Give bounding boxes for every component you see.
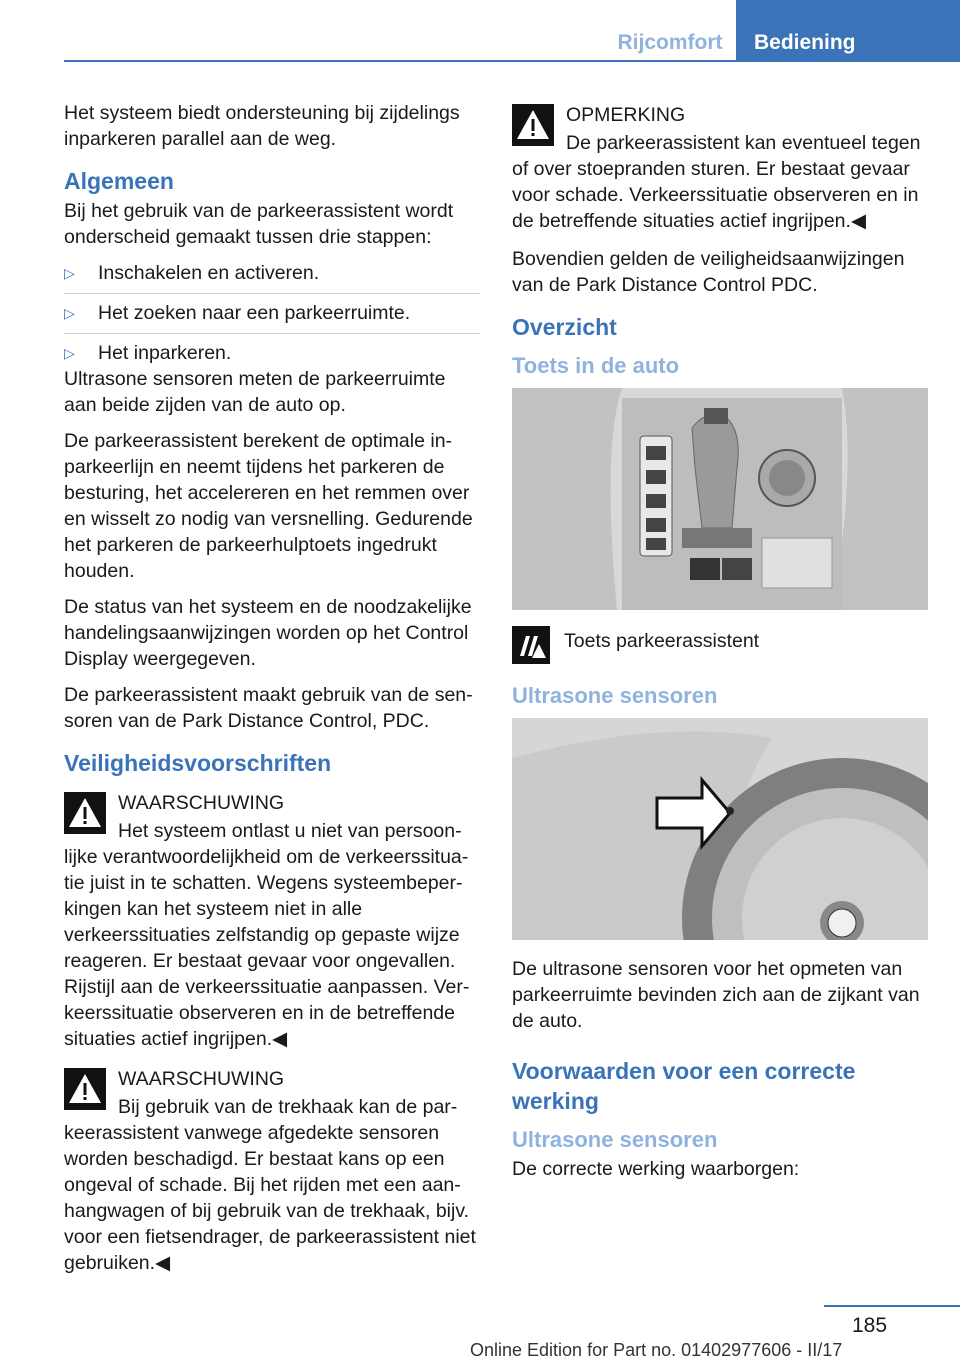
note-block (512, 100, 928, 234)
paragraph-pdc: De parkeerassistent maakt gebruik van de sen-soren van de Park Distance Control, PDC. (64, 684, 473, 732)
heading-sensors-2: Ultrasone sensoren (512, 1127, 718, 1152)
warning-triangle-icon (64, 792, 106, 834)
paragraph-status: De status van het systeem en de noodzakelijke handelingsaanwijzingen worden op het Control Display weergegeven. (64, 596, 472, 670)
page-header (0, 0, 960, 62)
chapter-tab: Bediening (736, 0, 960, 62)
paragraph-pdc-safety: Bovendien gelden de veiligheidsaanwijzingen van de Park Distance Control PDC. (512, 248, 905, 296)
warning-title: WAARSCHUWING (118, 792, 285, 814)
triangle-bullet-icon: ▷ (64, 305, 75, 321)
wheel-sensor-illustration (512, 718, 928, 940)
section-tab: Rijcomfort (617, 31, 723, 54)
paragraph-calc: De parkeerassistent berekent de optimale in-parkeerlijn en neemt tijdens het parkeren de besturing, het accelereren en het remmen over en wisselt zo nodig van versnelling. Gedurende het parkeren de parkeerhulptoets ingedrukt houden. (64, 430, 473, 582)
left-column (64, 100, 480, 1288)
warning-triangle-icon (512, 104, 554, 146)
warning-body: Bij gebruik van de trekhaak kan de par-keerassistent vanwege afgedekte sensoren worden beschadigd. Er bestaat kans op een ongeval of schade. Bij het rijden met een aan-hangwagen of bij gebruik van de trekhaak, bijv. voor een fietsendrager, de parkeerassistent niet gebruiken.◀ (64, 1096, 476, 1274)
triangle-bullet-icon: ▷ (64, 345, 75, 361)
warning-triangle-icon (64, 1068, 106, 1110)
warning-block-1 (64, 788, 480, 1052)
list-item: ▷ Het zoeken naar een parkeerruimte. (64, 300, 480, 334)
paragraph-sensors: Ultrasone sensoren meten de parkeerruimte aan beide zijden van de auto op. (64, 368, 446, 416)
intro-paragraph: Het systeem biedt ondersteuning bij zijdelings inparkeren parallel aan de weg. (64, 102, 460, 150)
list-item: ▷ Inschakelen en activeren. (64, 260, 480, 294)
list-item: ▷ Het inparkeren. (64, 342, 232, 364)
heading-overzicht: Overzicht (512, 314, 617, 340)
note-body: De parkeerassistent kan eventueel tegen of over stoepranden sturen. Er bestaat gevaar voor schade. Verkeerssituatie observeren en in de betreffende situaties actief ingrijpen.◀ (512, 132, 921, 232)
triangle-bullet-icon: ▷ (64, 265, 75, 281)
heading-voorwaarden: Voorwaarden voor een correcte werking (512, 1058, 856, 1114)
right-column (512, 100, 928, 1192)
heading-algemeen: Algemeen (64, 168, 174, 194)
algemeen-intro: Bij het gebruik van de parkeerassistent wordt onderscheid gemaakt tussen drie stappen: (64, 200, 454, 248)
warning-body: Het systeem ontlast u niet van persoon-lijke verantwoordelijkheid om de verkeerssitua-tie juist in te schatten. Wegens systeembeper-kingen kan het systeem niet in alle verkeerssituaties zelfstandig op gepaste wijze reageren. Er bestaat gevaar voor ongevallen. Rijstijl aan de verkeerssituatie aanpassen. Ver-keerssituatie observeren en in de betreffende situaties actief ingrijpen.◀ (64, 820, 470, 1050)
caption-text: Toets parkeerassistent (564, 630, 760, 652)
page-number: 185 (852, 1314, 888, 1337)
paragraph-correct: De correcte werking waarborgen: (512, 1158, 800, 1180)
caption-park-assist (512, 626, 928, 664)
sensor-photo (512, 718, 928, 940)
console-photo (512, 388, 928, 610)
paragraph-sensors-location: De ultrasone sensoren voor het opmeten van parkeerruimte bevinden zich aan de zijkant van de auto. (512, 958, 920, 1032)
footer-rule (824, 1305, 960, 1307)
heading-sensors: Ultrasone sensoren (512, 683, 718, 708)
note-title: OPMERKING (566, 104, 686, 126)
heading-safety: Veiligheidsvoorschriften (64, 750, 332, 776)
steps-list (64, 260, 480, 366)
warning-block-2 (64, 1064, 480, 1276)
park-assist-button-icon (512, 626, 550, 664)
center-console-illustration (512, 388, 928, 610)
warning-title: WAARSCHUWING (118, 1068, 285, 1090)
edition-label: Online Edition for Part no. 01402977606 - II/17 (470, 1340, 843, 1360)
header-rule (64, 60, 960, 62)
heading-toets: Toets in de auto (512, 353, 680, 378)
